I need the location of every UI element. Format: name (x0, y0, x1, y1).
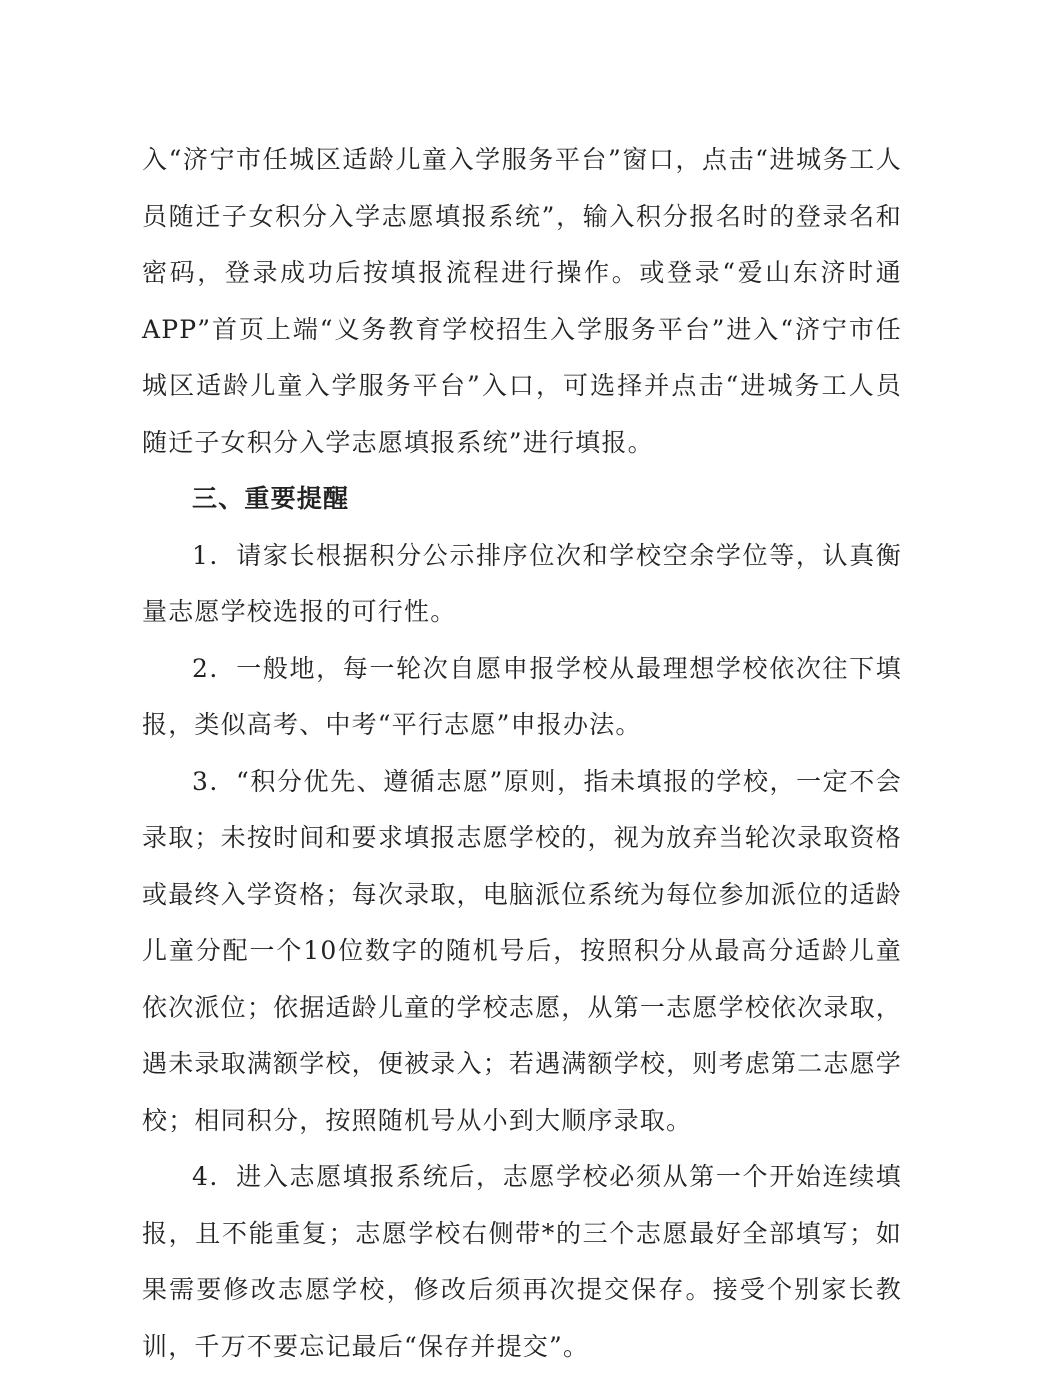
section-heading: 三、重要提醒 (192, 484, 350, 513)
reminder-item-1: 1．请家长根据积分公示排序位次和学校空余学位等，认真衡量志愿学校选报的可行性。 (142, 540, 902, 626)
reminder-item-4: 4．进入志愿填报系统后，志愿学校必须从第一个开始连续填报，且不能重复；志愿学校右侧带*的三个志愿最好全部填写；如果需要修改志愿学校，修改后须再次提交保存。接受个别家长教训，千万不要忘记最后“保存并提交”。 (142, 1162, 902, 1361)
reminder-item-3: 3．“积分优先、遵循志愿”原则，指未填报的学校，一定不会录取；未按时间和要求填报志愿学校的，视为放弃当轮次录取资格或最终入学资格；每次录取，电脑派位系统为每位参加派位的适龄儿童分配一个10位数字的随机号后，按照积分从最高分适龄儿童依次派位；依据适龄儿童的学校志愿，从第一志愿学校依次录取，遇未录取满额学校，便被录入；若遇满额学校，则考虑第二志愿学校；相同积分，按照随机号从小到大顺序录取。 (142, 766, 902, 1135)
continuation-paragraph: 入“济宁市任城区适龄儿童入学服务平台”窗口，点击“进城务工人员随迁子女积分入学志愿填报系统”，输入积分报名时的登录名和密码，登录成功后按填报流程进行操作。或登录“爱山东济时通APP”首页上端“义务教育学校招生入学服务平台”进入“济宁市任城区适龄儿童入学服务平台”入口，可选择并点击“进城务工人员随迁子女积分入学志愿填报系统”进行填报。 (142, 145, 902, 457)
reminder-item-2: 2．一般地，每一轮次自愿申报学校从最理想学校依次往下填报，类似高考、中考“平行志愿”申报办法。 (142, 653, 902, 739)
document-body (142, 132, 902, 1375)
